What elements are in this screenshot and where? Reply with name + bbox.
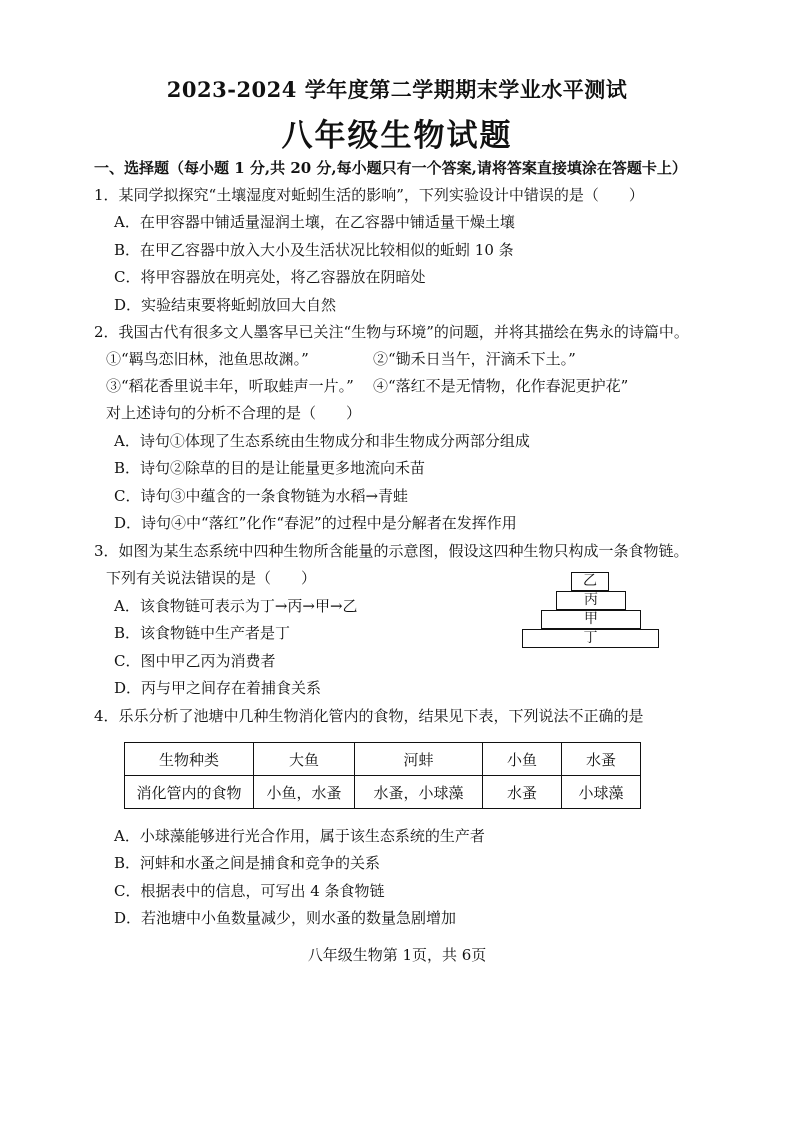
q2-option-a: A．诗句①体现了生态系统由生物成分和非生物成分两部分组成	[114, 432, 530, 450]
q4-option-b: B．河蚌和水蚤之间是捕食和竞争的关系	[114, 854, 381, 872]
q4-option-a: A．小球藻能够进行光合作用，属于该生态系统的生产者	[114, 827, 485, 845]
exam-title: 2023-2024 学年度第二学期期末学业水平测试	[166, 77, 628, 102]
table-cell: 小鱼	[483, 743, 562, 776]
q1-stem: 1．某同学拟探究“土壤湿度对蚯蚓生活的影响”，下列实验设计中错误的是（ ）	[94, 186, 644, 204]
table-cell: 河蚌	[355, 743, 483, 776]
q2-poem-3: ③“稻花香里说丰年，听取蛙声一片。”	[106, 377, 354, 395]
table-cell: 大鱼	[254, 743, 355, 776]
pyramid-level-yi: 乙	[571, 572, 609, 591]
q2-option-d: D．诗句④中“落红”化作“春泥”的过程中是分解者在发挥作用	[114, 514, 517, 532]
q2-stem: 2．我国古代有很多文人墨客早已关注“生物与环境”的问题，并将其描绘在隽永的诗篇中。	[94, 323, 689, 341]
q2-question: 对上述诗句的分析不合理的是（ ）	[106, 404, 362, 422]
pyramid-level-bing: 丙	[556, 591, 626, 610]
q4-option-c: C．根据表中的信息，可写出 4 条食物链	[114, 882, 385, 900]
q2-poem-2: ②“锄禾日当午，汗滴禾下土。”	[373, 350, 576, 368]
page-footer: 八年级生物第 1页，共 6页	[307, 946, 487, 964]
q2-poem-1: ①“羁鸟恋旧林，池鱼思故渊。”	[106, 350, 309, 368]
food-table	[124, 742, 641, 809]
q4-stem: 4．乐乐分析了池塘中几种生物消化管内的食物，结果见下表，下列说法不正确的是	[94, 707, 644, 725]
section-heading: 一、选择题（每小题 1 分,共 20 分,每小题只有一个答案,请将答案直接填涂在答题卡上）	[94, 159, 687, 177]
table-cell: 水蚤，小球藻	[355, 776, 483, 809]
q2-option-b: B．诗句②除草的目的是让能量更多地流向禾苗	[114, 459, 426, 477]
q1-option-b: B．在甲乙容器中放入大小及生活状况比较相似的蚯蚓 10 条	[114, 241, 514, 259]
table-cell: 消化管内的食物	[125, 776, 254, 809]
table-row	[125, 776, 641, 809]
q3-option-c: C．图中甲乙丙为消费者	[114, 652, 276, 670]
table-row	[125, 743, 641, 776]
subject-title: 八年级生物试题	[281, 118, 513, 154]
q2-poem-4: ④“落红不是无情物，化作春泥更护花”	[373, 377, 629, 395]
q3-option-b: B．该食物链中生产者是丁	[114, 624, 291, 642]
q2-option-c: C．诗句③中蕴含的一条食物链为水稻→青蛙	[114, 487, 409, 505]
table-cell: 生物种类	[125, 743, 254, 776]
q3-option-d: D．丙与甲之间存在着捕食关系	[114, 679, 322, 697]
pyramid-level-ding: 丁	[522, 629, 659, 648]
q1-option-d: D．实验结束要将蚯蚓放回大自然	[114, 296, 337, 314]
q3-option-a: A．该食物链可表示为丁→丙→甲→乙	[114, 597, 358, 615]
q1-option-c: C．将甲容器放在明亮处，将乙容器放在阴暗处	[114, 268, 426, 286]
q1-option-a: A．在甲容器中铺适量湿润土壤，在乙容器中铺适量干燥土壤	[114, 213, 515, 231]
q3-stem: 3．如图为某生态系统中四种生物所含能量的示意图，假设这四种生物只构成一条食物链。	[94, 542, 689, 560]
table-cell: 小鱼，水蚤	[254, 776, 355, 809]
pyramid-level-jia: 甲	[541, 610, 641, 629]
table-cell: 水蚤	[483, 776, 562, 809]
table-cell: 水蚤	[562, 743, 641, 776]
q3-question: 下列有关说法错误的是（ ）	[106, 569, 317, 587]
table-cell: 小球藻	[562, 776, 641, 809]
q4-option-d: D．若池塘中小鱼数量减少，则水蚤的数量急剧增加	[114, 909, 457, 927]
